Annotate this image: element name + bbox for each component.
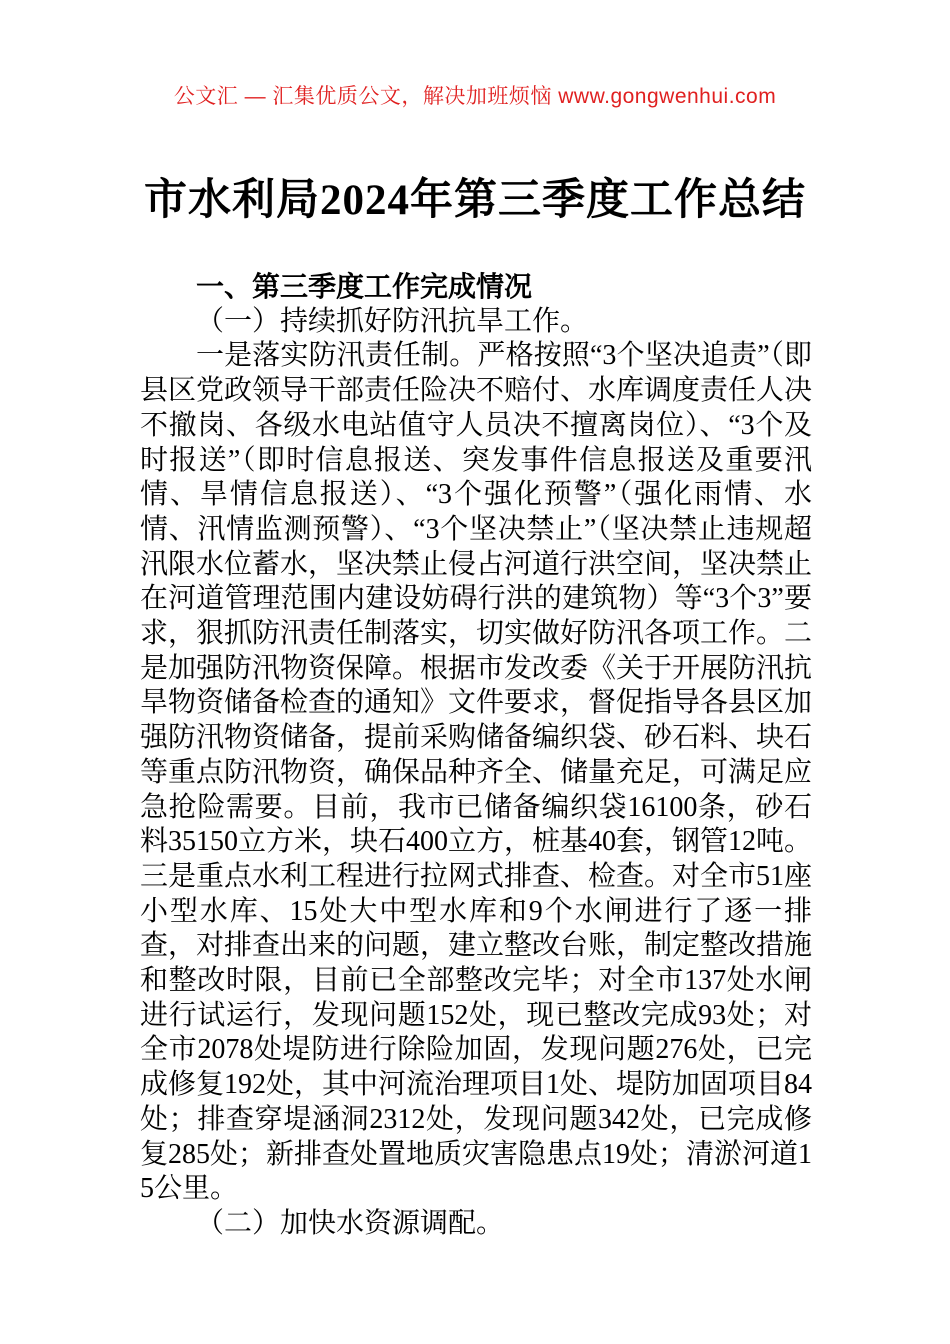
document-body bbox=[0, 270, 950, 1242]
site-promo-banner: 公文汇 — 汇集优质公文，解决加班烦恼 www.gongwenhui.com bbox=[173, 85, 777, 108]
subsection-heading-1-2: （二）加快水资源调配。 bbox=[196, 1207, 505, 1239]
document-title: 市水利局2024年第三季度工作总结 bbox=[144, 177, 806, 224]
subsection-heading-1-1: （一）持续抓好防汛抗旱工作。 bbox=[196, 305, 589, 337]
body-paragraph-flood-control: 一是落实防汛责任制。严格按照“3个坚决追责”（即县区党政领导干部责任险决不赔付、水库调度责任人决不撤岗、各级水电站值守人员决不擅离岗位）、“3个及时报送”（即时信息报送、突发事件信息报送及重要汛情、旱情信息报送）、“3个强化预警”（强化雨情、水情、汛情监测预警）、“3个坚决禁止”（坚决禁止违规超汛限水位蓄水，坚决禁止侵占河道行洪空间，坚决禁止在河道管理范围内建设妨碍行洪的建筑物）等“3个3”要求，狠抓防汛责任制落实，切实做好防汛各项工作。二是加强防汛物资保障。根据市发改委《关于开展防汛抗旱物资储备检查的通知》文件要求，督促指导各县区加强防汛物资储备，提前采购储备编织袋、砂石料、块石等重点防汛物资，确保品种齐全、储量充足，可满足应急抢险需要。目前，我市已储备编织袋16100条，砂石料35150立方米，块石400立方，桩基40套，钢管12吨。三是重点水利工程进行拉网式排查、检查。对全市51座小型水库、15处大中型水库和9个水闸进行了逐一排查，对排查出来的问题，建立整改台账，制定整改措施和整改时限，目前已全部整改完毕；对全市137处水闸进行试运行，发现问题152处，现已整改完成93处；对全市2078处堤防进行除险加固，发现问题276处，已完成修复192处，其中河流治理项目1处、堤防加固项目84处；排查穿堤涵洞2312处，发现问题342处，已完成修复285处；新排查处置地质灾害隐患点19处；清淤河道15公里。 bbox=[140, 340, 813, 1205]
section-heading-1: 一、第三季度工作完成情况 bbox=[196, 271, 533, 302]
